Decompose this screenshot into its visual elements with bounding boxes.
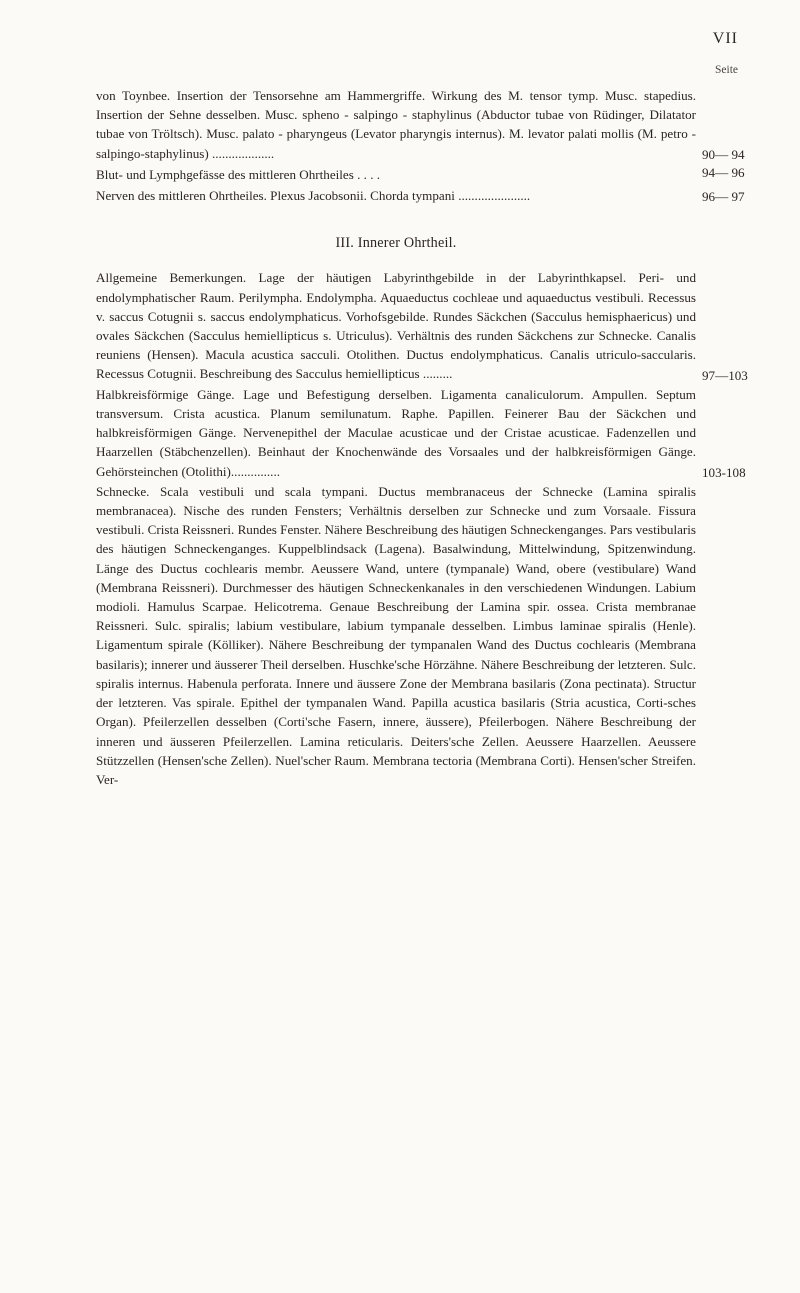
toc-entry-text: Nerven des mittleren Ohrtheiles. Plexus Jacobsonii. Chorda tympani ......................: [96, 188, 531, 204]
table-of-contents: [96, 86, 748, 790]
toc-entry-text: Halbkreisförmige Gänge. Lage und Befestigung derselben. Ligamenta canaliculorum. Ampullen. Septum transversum. Crista acustica. Planum semilunatum. Raphe. Papillen. Feinerer Bau der Säckchen und halbkreisförmigen Gänge. Nervenepithel der Maculae acusticae und der Cristae acusticae. Fadenzellen und Haarzellen (Stäbchenzellen). Beinhaut der Knochenwände des Vorsaales und der halbkreisförmigen Gänge. Gehörsteinchen (Otolithi)...............: [96, 386, 696, 479]
toc-entry-text: Allgemeine Bemerkungen. Lage der häutigen Labyrinthgebilde in der Labyrinthkapsel. Peri- und endolymphatischer Raum. Perilympha. Endolympha. Aquaeductus cochleae und aquaeductus vestibuli. Recessus v. saccus Cotugnii s. saccus endolymphaticus. Vorhofsgebilde. Rundes Säckchen (Sacculus hemisphaericus) und ovales Säckchen (Sacculus hemiellipticus s. Utriculus). Verhältnis des runden Säckchens zur Schnecke. Canalis reuniens (Hensen). Macula acustica sacculi. Otolithen. Ductus endolymphaticus. Canalis utriculo-saccularis. Recessus Cotugnii. Beschreibung des Sacculus hemiellipticus .........: [96, 270, 696, 382]
toc-entry-text: von Toynbee. Insertion der Tensorsehne am Hammergriffe. Wirkung des M. tensor tymp. Musc. stapedius. Insertion der Sehne desselben. Musc. spheno - salpingo - staphylinus (Abductor tubae von Rüdinger, Dilatator tubae von Tröltsch). Musc. palato - pharyngeus (Levator pharyngis internus). M. levator palati mollis (M. petro - salpingo-staphylinus) ...................: [96, 88, 696, 161]
toc-entry: [96, 385, 746, 481]
toc-entry-pages: 96— 97: [702, 189, 745, 205]
page-folio: VII: [712, 30, 738, 47]
section-heading: III. Innerer Ohrtheil.: [335, 235, 457, 252]
toc-entry: [96, 482, 696, 790]
toc-entry-pages: 90— 94: [702, 146, 745, 162]
toc-entry-pages: 94— 96: [702, 164, 745, 180]
toc-entry-pages: 103-108: [702, 464, 746, 480]
toc-entry: [96, 164, 745, 184]
toc-entry-text: Schnecke. Scala vestibuli und scala tympani. Ductus membranaceus der Schnecke (Lamina spiralis membranacea). Nische des runden Fensters; Verhältnis derselben zur Schnecke und zum Vorsaale. Fissura vestibuli. Crista Reissneri. Rundes Fenster. Nähere Beschreibung des häutigen Schneckenganges. Pars vestibularis des häutigen Schneckenganges. Kuppelblindsack (Lagena). Basalwindung, Mittelwindung, Spitzenwindung. Länge des Ductus cochlearis membr. Aeussere Wand, untere (tympanale) Wand, obere (vestibulare) Wand (Membrana Reissneri). Durchmesser des häutigen Schneckenkanales in den verschiedenen Windungen. Labium modioli. Hamulus Scarpae. Helicotrema. Genaue Beschreibung der Lamina spir. ossea. Crista membranae Reissneri. Sulc. spiralis; labium vestibulare, labium tympanale desselben. Limbus laminae spiralis (Henle). Ligamentum spirale (Kölliker). Nähere Beschreibung der tympanalen Wand des Ductus cochlearis (Membrana basilaris); innerer und äusserer Theil derselben. Huschke'sche Hörzähne. Nähere Beschreibung der letzteren. Sulc. spiralis internus. Habenula perforata. Innere und äussere Zone der Membrana basilaris (Zona pectinata). Structur der letzteren. Vas spirale. Epithel der tympanalen Wand. Papilla acustica basilaris (Stria acustica, Corti-sches Organ). Pfeilerzellen desselben (Corti'sche Fasern, innere, äussere), Pfeilerbogen. Nähere Beschreibung der inneren und äusseren Pfeilerzellen. Lamina reticularis. Deiters'sche Zellen. Aeussere Haarzellen. Aeussere Stützzellen (Hensen'sche Zellen). Nuel'scher Raum. Membrana tectoria (Membrana Corti). Hensen'scher Streifen. Ver-: [96, 483, 696, 787]
page-column-header: Seite: [715, 64, 738, 76]
toc-entry: [96, 86, 745, 163]
toc-entry: [96, 268, 748, 383]
toc-entry-pages: 97—103: [702, 367, 748, 383]
toc-entry: [96, 186, 745, 205]
toc-entry-text: Blut- und Lymphgefässe des mittleren Ohrtheiles . . . .: [96, 166, 381, 182]
